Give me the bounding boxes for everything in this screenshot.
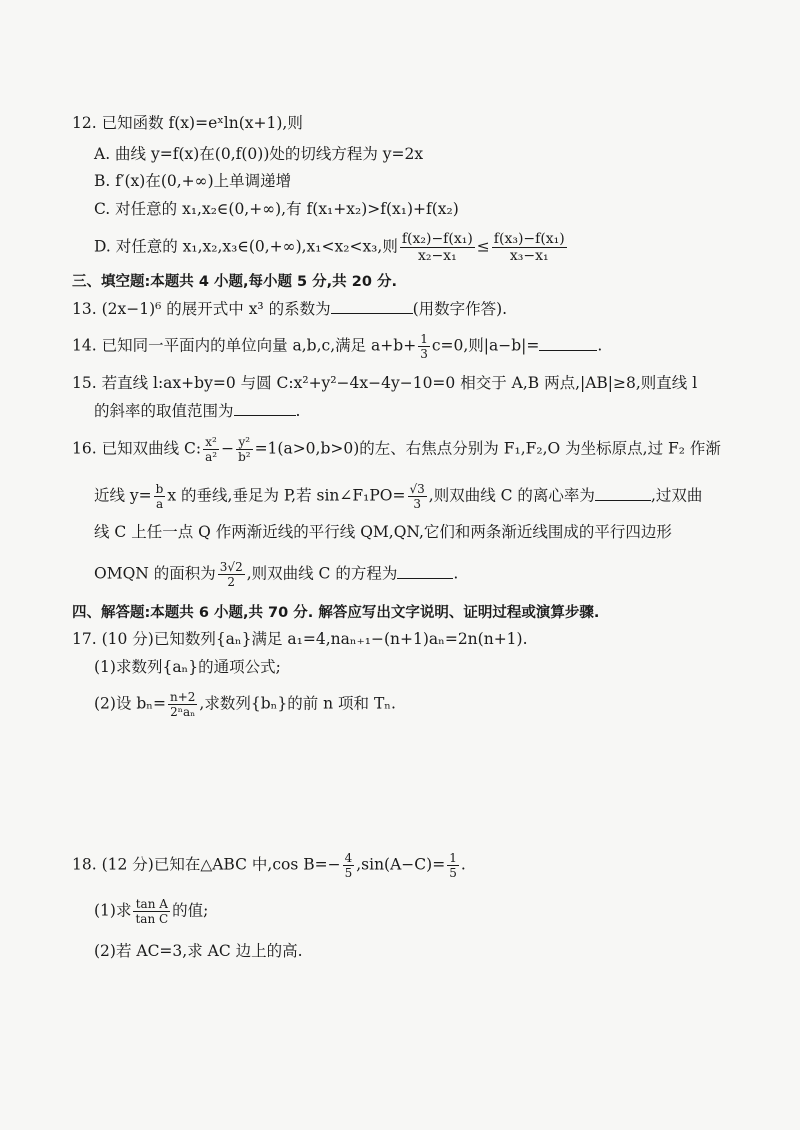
q13: [72, 298, 507, 320]
q13-text: 13. (2x−1)⁶ 的展开式中 x³ 的系数为: [72, 300, 331, 318]
section-4-heading: 四、解答题:本题共 6 小题,共 70 分. 解答应写出文字说明、证明过程或演算步骤.: [72, 605, 600, 621]
q13-note: (用数字作答).: [412, 300, 508, 318]
q14-fraction-den: 3: [420, 347, 428, 361]
q18-fraction-cos: [343, 852, 355, 879]
q12-option-d: [94, 232, 569, 263]
q12-stem: 12. 已知函数 f(x)=eˣln(x+1),则: [72, 114, 303, 132]
q17-fraction-num: n+2: [170, 690, 196, 704]
q17-part-1: (1)求数列{aₙ}的通项公式;: [94, 658, 281, 676]
q16-minus: −: [221, 439, 235, 458]
q14-answer-blank[interactable]: [539, 336, 597, 351]
q18-fraction-tan: [133, 898, 170, 925]
q16-fraction-y-num: y²: [236, 436, 253, 450]
section-3-heading: 三、填空题:本题共 4 小题,每小题 5 分,共 20 分.: [72, 274, 397, 290]
q18-part-1-tail: 的值;: [172, 901, 209, 920]
q18-fraction-tan-num: tan A: [133, 898, 170, 912]
q16-fraction-y-den: b²: [238, 450, 251, 464]
q16-fraction-asym-den: a: [155, 497, 164, 511]
q16-text-5: ,则双曲线 C 的离心率为: [428, 486, 595, 505]
q18-fraction-sin-den: 5: [449, 866, 457, 880]
q16-fraction-asym-num: b: [155, 482, 164, 496]
q17-part-2: [94, 691, 396, 718]
q18-part-1-text: (1)求: [94, 901, 132, 920]
q16-fraction-x-den: a²: [205, 450, 218, 464]
q12-relation: ≤: [476, 237, 490, 256]
q12-fraction-2-den: x₃−x₁: [509, 248, 549, 264]
q18-part-2: (2)若 AC=3,求 AC 边上的高.: [94, 942, 303, 960]
q16-eccentricity-blank[interactable]: [595, 486, 651, 501]
q16-fraction-sin: [408, 483, 427, 510]
q12-fraction-2: [492, 232, 567, 263]
q12-option-a: A. 曲线 y=f(x)在(0,f(0))处的切线方程为 y=2x: [94, 145, 424, 163]
q17-fraction: [168, 691, 197, 718]
q12-option-b: B. f′(x)在(0,+∞)上单调递增: [94, 172, 292, 190]
q13-answer-blank[interactable]: [331, 299, 413, 314]
q16-line-2: [94, 483, 702, 510]
q16-line-1: [72, 436, 721, 463]
q17-part-2-tail: ,求数列{bₙ}的前 n 项和 Tₙ.: [199, 694, 396, 713]
q15-text: 的斜率的取值范围为: [94, 402, 234, 420]
q18-stem-text: 18. (12 分)已知在△ABC 中,cos B=−: [72, 855, 341, 874]
q18-fraction-cos-den: 5: [344, 866, 353, 880]
q16-fraction-x-num: x²: [203, 436, 219, 450]
q18-fraction-tan-den: tan C: [135, 912, 169, 926]
q12-fraction-1-num: f(x₂)−f(x₁): [401, 231, 473, 247]
q18-fraction-cos-num: 4: [344, 851, 353, 865]
q14-fraction: [418, 333, 430, 360]
q16-fraction-sin-den: 3: [413, 497, 421, 511]
q15-text-end: .: [295, 402, 301, 420]
q17-stem: 17. (10 分)已知数列{aₙ}满足 a₁=4,naₙ₊₁−(n+1)aₙ=2n(n+1).: [72, 630, 528, 648]
q14-text-mid: c=0,则|a−b|=: [431, 336, 540, 355]
q15-line-2: [94, 400, 300, 422]
q12-fraction-2-num: f(x₃)−f(x₁): [493, 231, 565, 247]
q15-answer-blank[interactable]: [234, 401, 296, 416]
q17-fraction-den: 2ⁿaₙ: [170, 705, 196, 719]
q18-part-1: [94, 898, 208, 925]
q16-text-4: x 的垂线,垂足为 P,若 sin∠F₁PO=: [167, 486, 406, 505]
q18-stem-end: .: [460, 855, 466, 874]
q16-fraction-y: [236, 436, 253, 463]
q16-text-8: ,则双曲线 C 的方程为: [246, 564, 398, 583]
q12-fraction-1: [400, 232, 475, 263]
q16-text-7: OMQN 的面积为: [94, 564, 216, 583]
q17-part-2-text: (2)设 bₙ=: [94, 694, 166, 713]
q16-fraction-area-num: 3√2: [219, 560, 243, 574]
q14-text-end: .: [597, 336, 603, 355]
q16-fraction-sin-num: √3: [409, 482, 425, 496]
q16-text-2: =1(a>0,b>0)的左、右焦点分别为 F₁,F₂,O 为坐标原点,过 F₂ 作渐: [254, 439, 721, 458]
q16-line-4: [94, 561, 458, 588]
q16-fraction-x: [203, 436, 219, 463]
q16-fraction-area-den: 2: [227, 575, 236, 589]
q14: [72, 333, 602, 360]
q16-equation-blank[interactable]: [397, 564, 453, 579]
q14-text: 14. 已知同一平面内的单位向量 a,b,c,满足 a+b+: [72, 336, 417, 355]
q16-line-3: 线 C 上任一点 Q 作两渐近线的平行线 QM,QN,它们和两条渐近线围成的平行四边形: [94, 523, 672, 541]
q12-option-d-text: D. 对任意的 x₁,x₂,x₃∈(0,+∞),x₁<x₂<x₃,则: [94, 237, 398, 256]
q12-option-c: C. 对任意的 x₁,x₂∈(0,+∞),有 f(x₁+x₂)>f(x₁)+f(x₂): [94, 200, 459, 218]
q18-fraction-sin-num: 1: [449, 851, 457, 865]
q16-text-6: ,过双曲: [650, 486, 703, 505]
q16-fraction-area: [218, 561, 245, 588]
q14-fraction-num: 1: [420, 332, 428, 346]
q16-text-9: .: [453, 564, 459, 583]
q18-fraction-sin: [447, 852, 459, 879]
q16-text-3: 近线 y=: [94, 486, 152, 505]
q18-stem: [72, 852, 466, 879]
q18-stem-mid: ,sin(A−C)=: [356, 855, 446, 874]
q16-text-1: 16. 已知双曲线 C:: [72, 439, 202, 458]
q15-line-1: 15. 若直线 l:ax+by=0 与圆 C:x²+y²−4x−4y−10=0 相交于 A,B 两点,|AB|≥8,则直线 l: [72, 374, 698, 392]
q12-fraction-1-den: x₂−x₁: [417, 248, 457, 264]
q16-fraction-asym: [154, 483, 166, 510]
